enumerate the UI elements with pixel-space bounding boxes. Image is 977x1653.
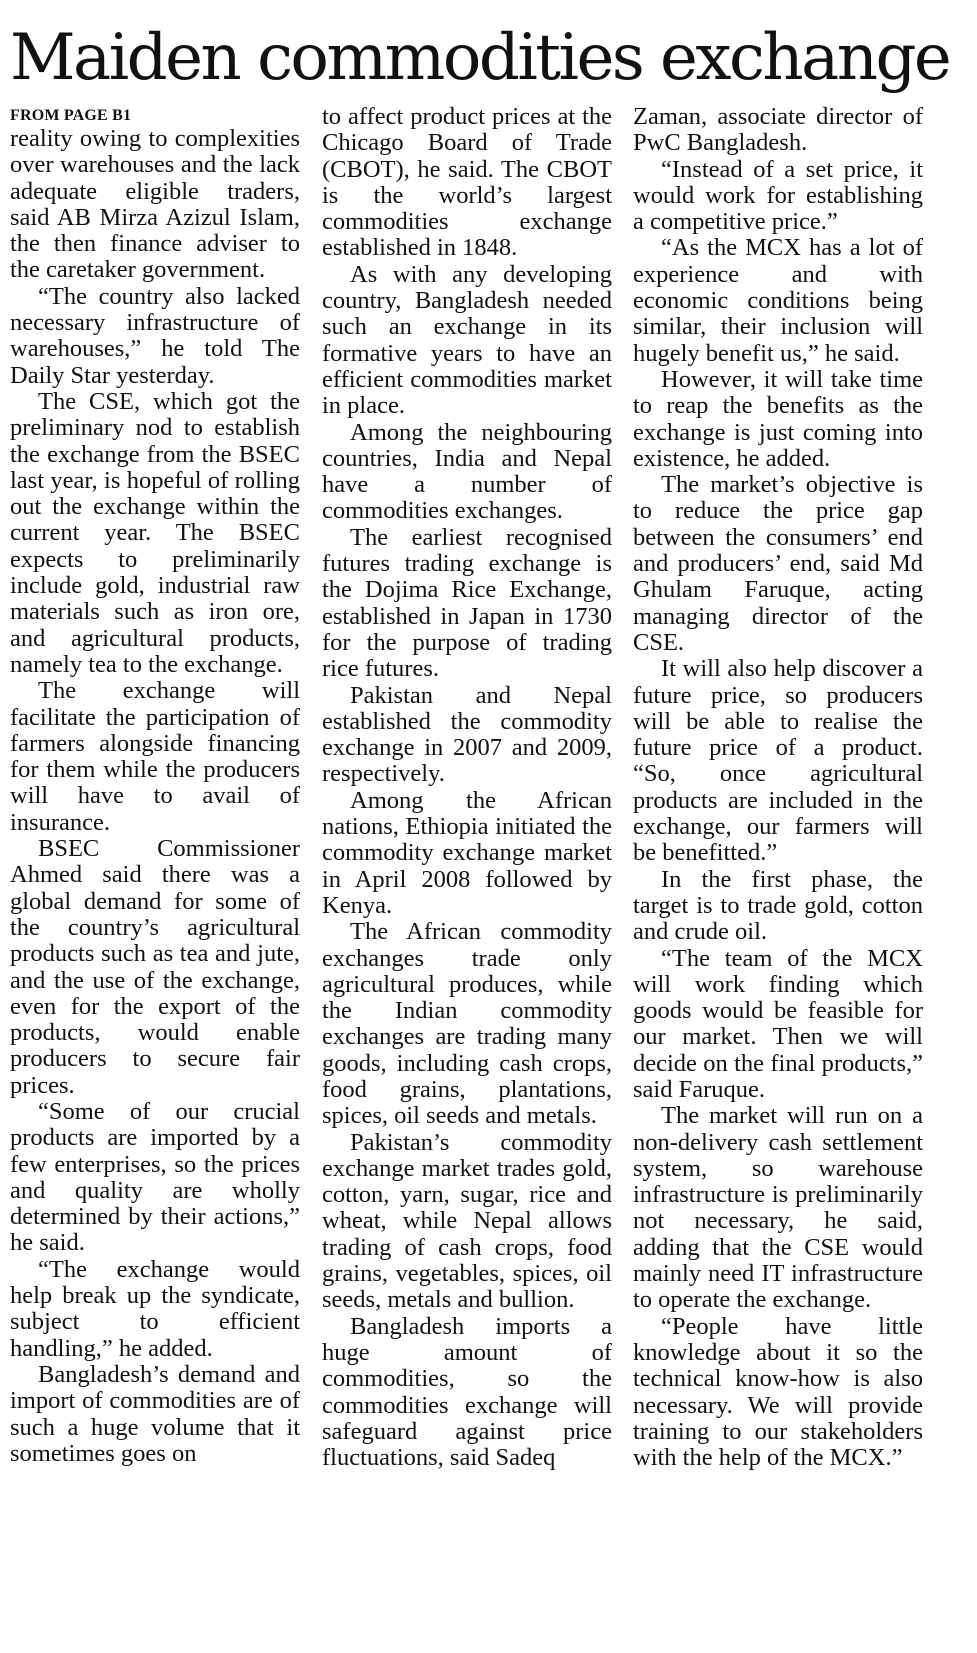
paragraph: “Some of our crucial products are imported by a few enterprises, so the prices and quality are wholly determined by their actions,” he said.	[10, 1097, 300, 1257]
article-column-3	[633, 104, 923, 1471]
paragraph: Bangladesh’s demand and import of commodities are of such a huge volume that it sometimes goes on	[10, 1360, 300, 1467]
paragraph: BSEC Commissioner Ahmed said there was a global demand for some of the country’s agricultural products such as tea and jute, and the use of the exchange, even for the export of the products, would enable producers to secure fair prices.	[10, 835, 300, 1099]
paragraph: Pakistan and Nepal established the commodity exchange in 2007 and 2009, respectively.	[322, 681, 612, 788]
paragraph: The market will run on a non-delivery cash settlement system, so warehouse infrastructure is preliminarily not necessary, he said, adding that the CSE would mainly need IT infrastructure to operate the exchange.	[633, 1102, 923, 1314]
paragraph: Zaman, associate director of PwC Bangladesh.	[633, 103, 923, 157]
paragraph: Pakistan’s commodity exchange market trades gold, cotton, yarn, sugar, rice and wheat, while Nepal allows trading of cash crops, food grains, vegetables, spices, oil seeds, metals and bullion.	[322, 1128, 612, 1314]
paragraph: The market’s objective is to reduce the price gap between the consumers’ end and producers’ end, said Md Ghulam Faruque, acting managing director of the CSE.	[633, 471, 923, 656]
paragraph: Among the African nations, Ethiopia initiated the commodity exchange market in April 2008 followed by Kenya.	[322, 786, 612, 919]
paragraph: “People have little knowledge about it so the technical know-how is also necessary. We will provide training to our stakeholders with the help of the MCX.”	[633, 1312, 923, 1472]
paragraph: “The country also lacked necessary infrastructure of warehouses,” he told The Daily Star yesterday.	[10, 282, 300, 389]
paragraph: The exchange will facilitate the participation of farmers alongside financing for them while the producers will have to avail of insurance.	[10, 677, 300, 836]
paragraph: “The exchange would help break up the syndicate, subject to efficient handling,” he added.	[10, 1255, 300, 1362]
paragraph: However, it will take time to reap the benefits as the exchange is just coming into existence, he added.	[633, 365, 923, 472]
paragraph: As with any developing country, Bangladesh needed such an exchange in its formative years to have an efficient commodities market in place.	[322, 260, 612, 420]
headline: Maiden commodities exchange	[10, 21, 950, 95]
paragraph: It will also help discover a future price, so producers will be able to realise the future price of a product. “So, once agricultural products are included in the exchange, our farmers will be benefitted.”	[633, 655, 923, 867]
paragraph: The earliest recognised futures trading exchange is the Dojima Rice Exchange, established in Japan in 1730 for the purpose of trading rice futures.	[322, 523, 612, 683]
paragraph: The African commodity exchanges trade only agricultural produces, while the Indian commodity exchanges are trading many goods, including cash crops, food grains, plantations, spices, oil seeds and metals.	[322, 918, 612, 1130]
paragraph: The CSE, which got the preliminary nod to establish the exchange from the BSEC last year, is hopeful of rolling out the exchange within the current year. The BSEC expects to preliminarily include gold, industrial raw materials such as iron ore, and agricultural products, namely tea to the exchange.	[10, 387, 300, 678]
paragraph: “As the MCX has a lot of experience and with economic conditions being similar, their inclusion will hugely benefit us,” he said.	[633, 234, 923, 367]
paragraph: reality owing to complexities over warehouses and the lack adequate eligible traders, said AB Mirza Azizul Islam, the then finance adviser to the caretaker government.	[10, 125, 300, 284]
paragraph: Among the neighbouring countries, India and Nepal have a number of commodities exchanges.	[322, 418, 612, 525]
paragraph: “The team of the MCX will work finding which goods would be feasible for our market. Then we will decide on the final products,” said Faruque.	[633, 944, 923, 1103]
paragraph: “Instead of a set price, it would work for establishing a competitive price.”	[633, 155, 923, 236]
jump-label: FROM PAGE B1	[10, 107, 132, 124]
article-column-2	[322, 104, 612, 1471]
paragraph: to affect product prices at the Chicago Board of Trade (CBOT), he said. The CBOT is the world’s largest commodities exchange established in 1848.	[322, 103, 612, 262]
paragraph: In the first phase, the target is to trade gold, cotton and crude oil.	[633, 865, 923, 946]
paragraph: Bangladesh imports a huge amount of commodities, so the commodities exchange will safeguard against price fluctuations, said Sadeq	[322, 1312, 612, 1472]
article-column-1	[10, 108, 300, 1467]
